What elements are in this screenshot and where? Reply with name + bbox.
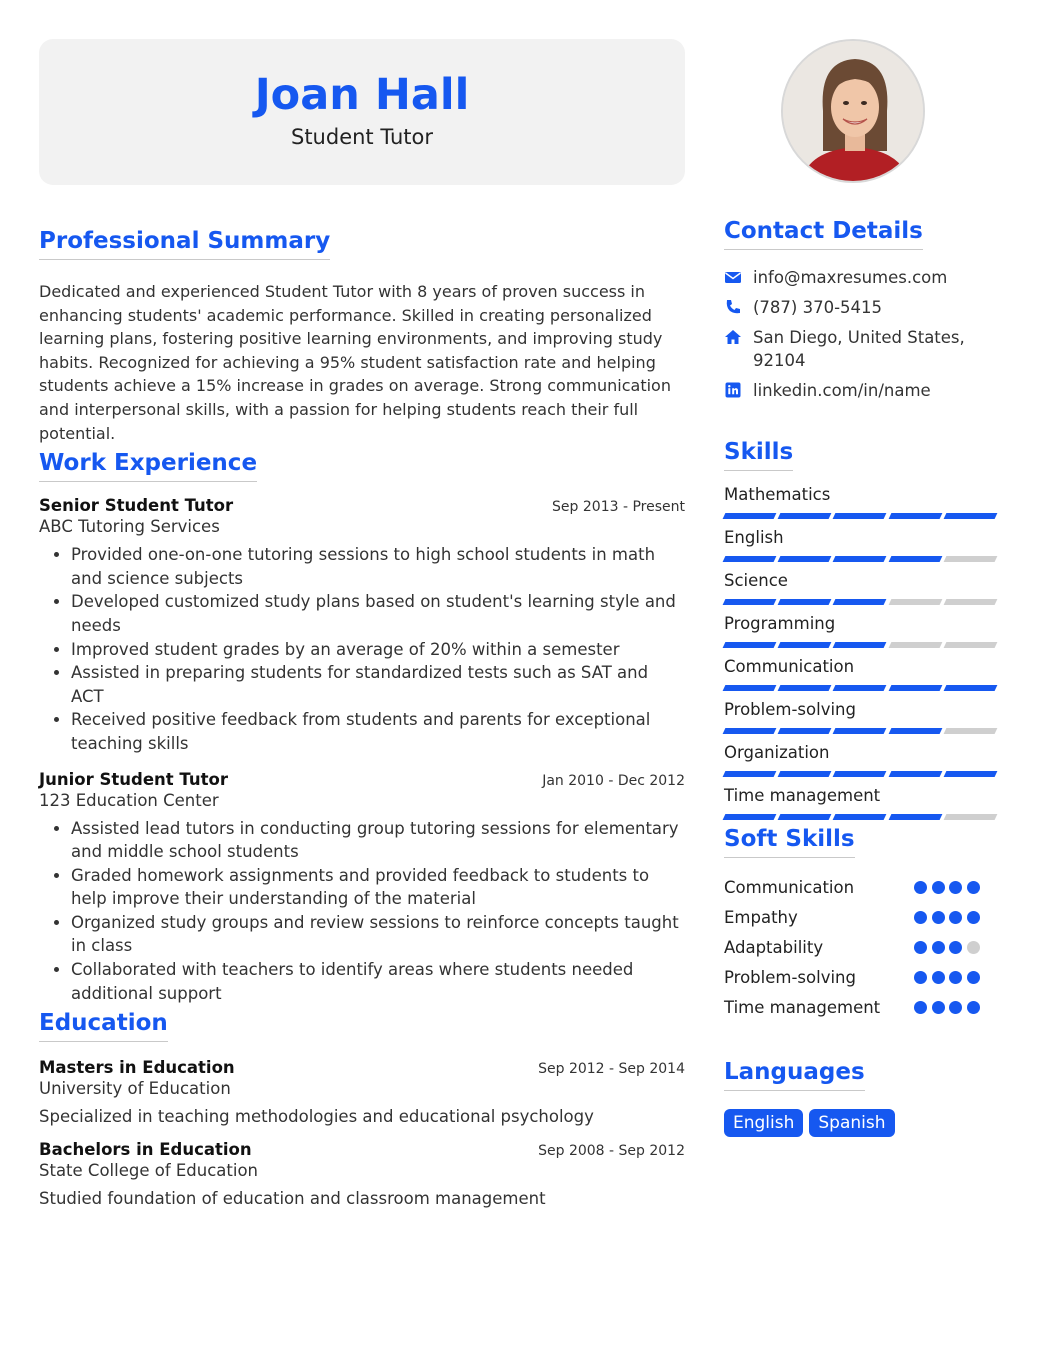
skills-list [724,485,1000,820]
skill-level-segment [778,814,832,820]
skill-level-segment [833,771,887,777]
skill-level-segment [943,556,997,562]
skill-level-segment [778,642,832,648]
soft-skill-item [724,872,1000,902]
contact-linkedin[interactable] [724,379,1000,402]
summary-text: Dedicated and experienced Student Tutor with 8 years of proven success in enhancing students' academic performance. Skilled in creating personalized learning plans, fostering positive learning environments, and improving study habits. Recognized for achieving a 95% student satisfaction rate and helping students achieve a 15% increase in grades on average. Strong communication and interpersonal skills, with a passion for helping students reach their full potential. [39,282,671,443]
list-item: • Provided one-on-one tutoring sessions to high school students in math and science subjects [71,543,685,590]
education-desc: Studied foundation of education and classroom management [39,1189,546,1209]
rating-dot [932,941,945,954]
linkedin-text: linkedin.com/in/name [753,381,931,400]
job-company: ABC Tutoring Services [39,517,220,537]
address-text: San Diego, United States, 92104 [753,328,965,370]
soft-skill-item [724,932,1000,962]
skill-level-segment [723,771,777,777]
skill-level-segment [943,513,997,519]
job-1 [39,496,685,755]
skill-level-segment [888,771,942,777]
rating-dot [967,1001,980,1014]
rating-dot [932,971,945,984]
skill-level-segment [833,685,887,691]
list-item: • Collaborated with teachers to identify areas where students needed additional support [71,958,685,1005]
skill-level-segment [723,685,777,691]
soft-skill-name: Empathy [724,907,798,927]
portrait-image [783,41,925,183]
education-item-2 [39,1140,685,1208]
soft-skill-rating [914,941,1000,954]
contact-email[interactable] [724,266,1000,289]
education-item-1 [39,1058,685,1126]
skill-level-segment [723,556,777,562]
soft-skill-name: Problem-solving [724,967,856,987]
main-column [39,39,685,1208]
rating-dot [914,881,927,894]
skill-level-segment [723,814,777,820]
soft-skill-rating [914,911,1000,924]
skill-level-bar [724,814,1000,820]
skill-item [724,657,1000,691]
education-dates: Sep 2008 - Sep 2012 [538,1143,685,1160]
skill-level-segment [888,599,942,605]
skill-level-segment [833,642,887,648]
rating-dot [914,971,927,984]
language-tag: Spanish [809,1109,894,1137]
email-text: info@maxresumes.com [753,268,948,287]
skill-level-segment [943,599,997,605]
list-item: • Developed customized study plans based on student's learning style and needs [71,590,685,637]
skill-level-segment [888,728,942,734]
list-item: • Received positive feedback from students and parents for exceptional teaching skills [71,708,685,755]
skill-level-segment [888,814,942,820]
skill-name: English [724,528,784,547]
skills-title: Skills [724,438,793,471]
skill-name: Organization [724,743,830,762]
skill-level-segment [723,599,777,605]
experience-title: Work Experience [39,449,257,482]
skill-level-segment [943,814,997,820]
job-bullets [39,817,685,1006]
soft-skill-item [724,902,1000,932]
education-dates: Sep 2012 - Sep 2014 [538,1061,685,1078]
rating-dot [967,971,980,984]
skill-item [724,571,1000,605]
soft-skill-rating [914,971,1000,984]
job-title: Senior Student Tutor [39,496,234,516]
skill-item [724,528,1000,562]
education-section [39,1009,685,1208]
school: State College of Education [39,1161,259,1181]
soft-skill-item [724,962,1000,992]
contact-section [724,217,1000,402]
skill-level-segment [778,685,832,691]
skill-name: Time management [724,786,881,805]
soft-skills-title: Soft Skills [724,825,855,858]
skill-level-bar [724,685,1000,691]
skill-level-bar [724,642,1000,648]
job-dates: Jan 2010 - Dec 2012 [542,772,685,789]
skill-level-segment [778,513,832,519]
degree: Bachelors in Education [39,1140,252,1160]
skill-name: Problem-solving [724,700,856,719]
rating-dot [949,911,962,924]
soft-skills-list [724,872,1000,1022]
rating-dot [949,1001,962,1014]
header-card [39,39,685,185]
summary-section [39,227,685,445]
rating-dot [967,941,980,954]
contact-phone[interactable] [724,296,1000,319]
skill-level-bar [724,556,1000,562]
degree: Masters in Education [39,1058,235,1078]
phone-text: (787) 370-5415 [753,298,883,317]
sidebar [724,39,1000,1137]
skill-level-segment [723,728,777,734]
avatar [781,39,925,183]
soft-skills-section [724,825,1000,1022]
contact-address [724,326,1000,372]
contact-title: Contact Details [724,217,923,250]
skill-level-segment [943,685,997,691]
linkedin-icon [724,381,742,399]
skill-level-segment [833,599,887,605]
candidate-name: Joan Hall [254,70,470,120]
language-tag: English [724,1109,803,1137]
skill-level-segment [778,771,832,777]
skill-name: Communication [724,657,855,676]
rating-dot [932,911,945,924]
list-item: • Organized study groups and review sessions to reinforce concepts taught in class [71,911,685,958]
skill-level-segment [888,513,942,519]
soft-skill-rating [914,881,1000,894]
skill-level-segment [778,599,832,605]
skill-level-segment [723,642,777,648]
skill-level-segment [778,728,832,734]
soft-skill-rating [914,1001,1000,1014]
skill-level-segment [833,728,887,734]
education-title: Education [39,1009,168,1042]
job-dates: Sep 2013 - Present [552,499,685,516]
list-item: • Improved student grades by an average of 20% within a semester [71,638,685,662]
list-item: • Graded homework assignments and provided feedback to students to help improve their understanding of the material [71,864,685,911]
soft-skill-name: Communication [724,877,855,897]
skill-level-segment [723,513,777,519]
languages-title: Languages [724,1058,865,1091]
rating-dot [914,941,927,954]
soft-skill-name: Adaptability [724,937,824,957]
rating-dot [967,881,980,894]
phone-icon [724,298,742,316]
rating-dot [914,911,927,924]
language-tags [724,1109,1000,1137]
skill-level-segment [833,513,887,519]
envelope-icon [724,268,742,286]
skill-name: Programming [724,614,836,633]
job-company: 123 Education Center [39,790,219,810]
skill-level-segment [888,642,942,648]
rating-dot [932,1001,945,1014]
rating-dot [932,881,945,894]
rating-dot [949,941,962,954]
languages-section [724,1058,1000,1137]
soft-skill-item [724,992,1000,1022]
skill-item [724,485,1000,519]
home-icon [724,328,742,346]
list-item: • Assisted lead tutors in conducting group tutoring sessions for elementary and middle school students [71,817,685,864]
skill-level-segment [833,814,887,820]
job-title: Junior Student Tutor [39,769,228,789]
skill-item [724,786,1000,820]
skill-level-bar [724,599,1000,605]
skills-section [724,438,1000,820]
list-item: • Assisted in preparing students for standardized tests such as SAT and ACT [71,661,685,708]
job-2 [39,770,685,1006]
candidate-role: Student Tutor [290,125,433,149]
skill-item [724,614,1000,648]
skill-level-segment [778,556,832,562]
rating-dot [949,971,962,984]
skill-level-bar [724,728,1000,734]
skill-level-segment [943,642,997,648]
rating-dot [949,881,962,894]
skill-name: Mathematics [724,485,831,504]
summary-title: Professional Summary [39,227,330,260]
skill-level-segment [943,771,997,777]
skill-item [724,743,1000,777]
skill-name: Science [724,571,788,590]
job-bullets [39,543,685,755]
skill-level-segment [943,728,997,734]
skill-level-segment [833,556,887,562]
skill-level-bar [724,771,1000,777]
skill-level-bar [724,513,1000,519]
skill-level-segment [888,556,942,562]
rating-dot [914,1001,927,1014]
experience-section [39,449,685,1005]
skill-level-segment [888,685,942,691]
rating-dot [967,911,980,924]
soft-skill-name: Time management [724,997,881,1017]
education-desc: Specialized in teaching methodologies and educational psychology [39,1107,594,1127]
skill-item [724,700,1000,734]
school: University of Education [39,1079,231,1099]
